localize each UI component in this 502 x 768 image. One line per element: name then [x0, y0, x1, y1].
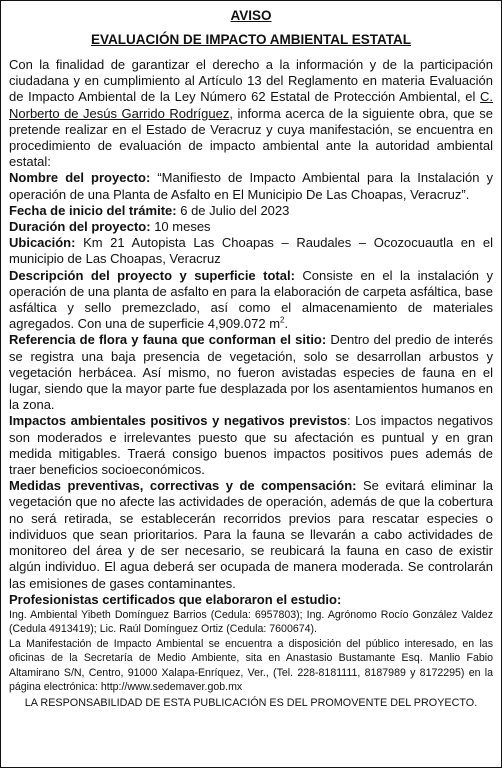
measures-value: Se evitará eliminar la vegetación que no afecte las actividades de operación, además de que la cobertura no será retirada, se establecerán recorridos previos para rescatar especies o individuos que sean prioritarios. Para la fauna se llevarán a cabo actividades de monitoreo del área y de ser necesario, se reubicará la fauna en caso de existir algún individuo. El agua deberá ser ocupada de manera moderada. Se controlarán las emisiones de gases contaminantes. — [9, 478, 493, 591]
measures-paragraph — [9, 478, 493, 591]
intro-text-after: , informa acerca de la siguiente obra, que se pretende realizar en el Estado de Veracruz y cuya manifestación, se encuentra en procedimiento de evaluación de impacto ambiental ante la autoridad ambiental estatal: — [9, 105, 493, 170]
availability-paragraph: La Manifestación de Impacto Ambiental se encuentra a disposición del público interesado, en las oficinas de la Secretaría de Medio Ambiente, sita en Anastasio Bustamante Esq. Manlio Fabio Altamirano S/N, Centro, 91000 Xalapa-Enríquez, Ver., (Tel. 228-8181111, 8187989 y 8172295) en la página electrónica: http://www.sedemaver.gob.mx — [9, 637, 493, 694]
duration-value: 10 meses — [150, 219, 211, 235]
promoter-name: C. Norberto de Jesús Garrido Rodríguez — [9, 89, 493, 121]
duration-paragraph — [9, 219, 493, 235]
flora-fauna-label: Referencia de flora y fauna que conforman el sitio: — [9, 332, 327, 348]
professionals-heading — [9, 592, 493, 608]
professionals-list: Ing. Ambiental Yibeth Domínguez Barrios (Cedula: 6957803); Ing. Agrónomo Rocío González Valdez (Cedula 4913419); Lic. Raúl Domínguez Ortiz (Cedula: 7600674). — [9, 608, 493, 636]
start-date-label: Fecha de inicio del trámite: — [9, 202, 177, 218]
location-label: Ubicación: — [9, 235, 76, 251]
description-value: Consiste en el la instalación y operación de una planta de asfalto en para la elaboración de carpeta asfáltica, base asfáltica y sello premezclado, así como el almacenamiento de materiales agregados. Con una de superficie 4,909.072 m — [9, 267, 494, 332]
duration-label: Duración del proyecto: — [9, 219, 151, 235]
intro-text-before: Con la finalidad de garantizar el derecho a la información y de la participación ciudadana y en cumplimiento al Artículo 13 del Reglamento en materia Evaluación de Impacto Ambiental de la Ley Número 62 Estatal de Protección Ambiental, el — [9, 57, 493, 105]
location-value: Km 21 Autopista Las Choapas – Raudales – Ocozocuautla en el municipio de Las Choapas, Veracruz — [9, 235, 493, 267]
notice-body — [9, 57, 493, 608]
start-date-paragraph — [9, 203, 493, 219]
impacts-label: Impactos ambientales positivos y negativos previstos — [9, 413, 347, 429]
area-unit-superscript: 2 — [280, 315, 285, 325]
location-paragraph — [9, 235, 493, 267]
notice-subtitle: EVALUACIÓN DE IMPACTO AMBIENTAL ESTATAL — [91, 32, 411, 47]
project-name-label: Nombre del proyecto: — [9, 170, 151, 186]
notice-title: AVISO — [230, 8, 272, 23]
description-end: . — [284, 316, 289, 332]
impacts-value: : Los impactos negativos son moderados e irrelevantes puesto que su afectación es puntual y en gran medida mitigables. Traerá consigo buenos impactos positivos pues además de traer beneficios socioeconómicos. — [9, 413, 493, 478]
measures-label: Medidas preventivas, correctivas y de compensación: — [9, 478, 357, 494]
intro-paragraph — [9, 57, 493, 170]
project-name-paragraph — [9, 170, 493, 202]
professionals-label: Profesionistas certificados que elaboraron el estudio: — [9, 591, 342, 607]
flora-fauna-paragraph — [9, 332, 493, 413]
project-name-value: “Manifiesto de Impacto Ambiental para la Instalación y operación de una Planta de Asfalto en El Municipio De Las Choapas, Veracruz”. — [9, 170, 493, 202]
impacts-paragraph — [9, 413, 493, 478]
description-paragraph — [9, 268, 493, 333]
start-date-value: 6 de Julio del 2023 — [176, 202, 290, 218]
flora-fauna-value: Dentro del predio de interés se registra una baja presencia de vegetación, solo se desarrollan arbustos y vegetación herbácea. Así mismo, no fueron avistadas especies de fauna en el lugar, siendo que la mayor parte fue desplazada por los asentamientos humanos en la zona. — [9, 332, 493, 413]
responsibility-footer: LA RESPONSABILIDAD DE ESTA PUBLICACIÓN ES DEL PROMOVENTE DEL PROYECTO. — [24, 696, 478, 709]
description-label: Descripción del proyecto y superficie total: — [9, 267, 295, 283]
